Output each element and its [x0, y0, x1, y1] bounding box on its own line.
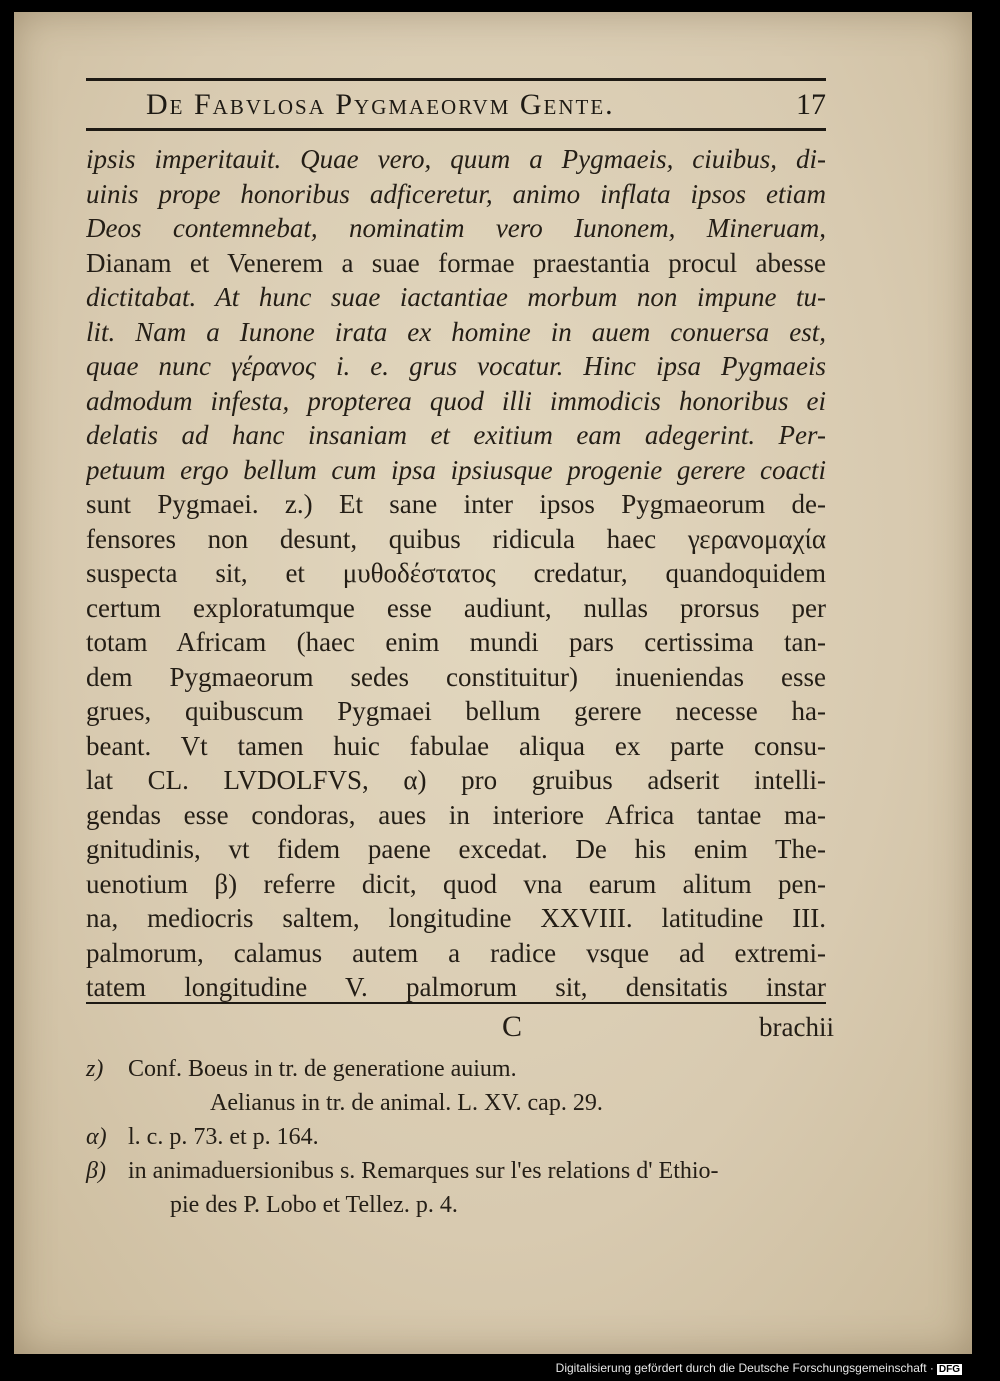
page-number: 17	[796, 88, 826, 121]
catchword: brachii	[759, 1012, 834, 1042]
footnote-rule	[86, 1002, 826, 1004]
footnotes	[86, 1052, 846, 1222]
credit-text: Digitalisierung gefördert durch die Deutsche Forschungsgemeinschaft	[555, 1361, 927, 1375]
signature-mark: C	[502, 1010, 523, 1043]
digitization-credit: Digitalisierung gefördert durch die Deutsche Forschungsgemeinschaft · DFG	[555, 1361, 960, 1375]
text-line: totam Africam (haec enim mundi pars certissima tan-	[86, 627, 826, 657]
text-line: Deos contemnebat, nominatim vero Iunonem, Mineruam,	[86, 213, 826, 243]
footnote	[86, 1120, 846, 1154]
text-line: lit. Nam a Iunone irata ex homine in auem conuersa est,	[86, 316, 826, 347]
footnote-text: l. c. p. 73. et p. 164.	[128, 1124, 319, 1150]
text-line: palmorum, calamus autem a radice vsque ad extremi-	[86, 937, 826, 968]
text-line: suspecta sit, et μυθοδέστατος credatur, quandoquidem	[86, 558, 826, 588]
text-line: dem Pygmaeorum sedes constituitur) inueniendas esse	[86, 661, 826, 692]
main-text	[86, 142, 826, 1005]
text-line: beant. Vt tamen huic fabulae aliqua ex parte consu-	[86, 730, 826, 761]
header-bottom-rule	[86, 128, 826, 131]
footnote	[86, 1052, 846, 1086]
footnote-mark: z)	[86, 1056, 104, 1082]
text-line: uinis prope honoribus adficeretur, animo inflata ipsos etiam	[86, 178, 826, 209]
text-line: Dianam et Venerem a suae formae praestantia procul abesse	[86, 247, 826, 278]
text-line: certum exploratumque esse audiunt, nullas prorsus per	[86, 592, 826, 623]
text-line: ipsis imperitauit. Quae vero, quum a Pygmaeis, ciuibus, di-	[86, 144, 826, 174]
footnote	[86, 1188, 846, 1222]
footnote-mark: α)	[86, 1124, 107, 1150]
header-top-rule	[86, 78, 826, 81]
text-line: na, mediocris saltem, longitudine XXVIII. latitudine III.	[86, 903, 826, 933]
text-line: admodum infesta, propterea quod illi immodicis honoribus ei	[86, 385, 826, 416]
text-line: gendas esse condoras, aues in interiore Africa tantae ma-	[86, 799, 826, 830]
page-header	[86, 88, 826, 128]
footnote	[86, 1086, 846, 1120]
footnote-text: in animaduersionibus s. Remarques sur l'es relations d' Ethio-	[128, 1158, 719, 1184]
footnote	[86, 1154, 846, 1188]
footnote-text: Aelianus in tr. de animal. L. XV. cap. 29.	[210, 1090, 603, 1116]
dfg-logo: DFG	[938, 1364, 960, 1375]
text-line: quae nunc γέρανος i. e. grus vocatur. Hinc ipsa Pygmaeis	[86, 351, 826, 381]
text-line: uenotium β) referre dicit, quod vna earum alitum pen-	[86, 868, 826, 899]
signature-line	[86, 1010, 834, 1046]
text-line: dictitabat. At hunc suae iactantiae morbum non impune tu-	[86, 282, 826, 312]
running-title: De Fabvlosa Pygmaeorvm Gente.	[146, 88, 615, 121]
footnote-text: Conf. Boeus in tr. de generatione auium.	[128, 1056, 517, 1082]
text-line: sunt Pygmaei. z.) Et sane inter ipsos Pygmaeorum de-	[86, 489, 826, 519]
text-line: lat CL. LVDOLFVS, α) pro gruibus adserit intelli-	[86, 765, 826, 795]
footnote-text: pie des P. Lobo et Tellez. p. 4.	[170, 1192, 458, 1218]
text-line: grues, quibuscum Pygmaei bellum gerere necesse ha-	[86, 696, 826, 726]
text-line: fensores non desunt, quibus ridicula haec γερανομαχία	[86, 523, 826, 554]
text-line: tatem longitudine V. palmorum sit, densitatis instar	[86, 972, 826, 1002]
text-line: petuum ergo bellum cum ipsa ipsiusque progenie gerere coacti	[86, 454, 826, 485]
text-line: delatis ad hanc insaniam et exitium eam adegerint. Per-	[86, 420, 826, 450]
book-page	[14, 12, 972, 1354]
text-line: gnitudinis, vt fidem paene excedat. De his enim The-	[86, 834, 826, 864]
footnote-mark: β)	[86, 1158, 106, 1184]
